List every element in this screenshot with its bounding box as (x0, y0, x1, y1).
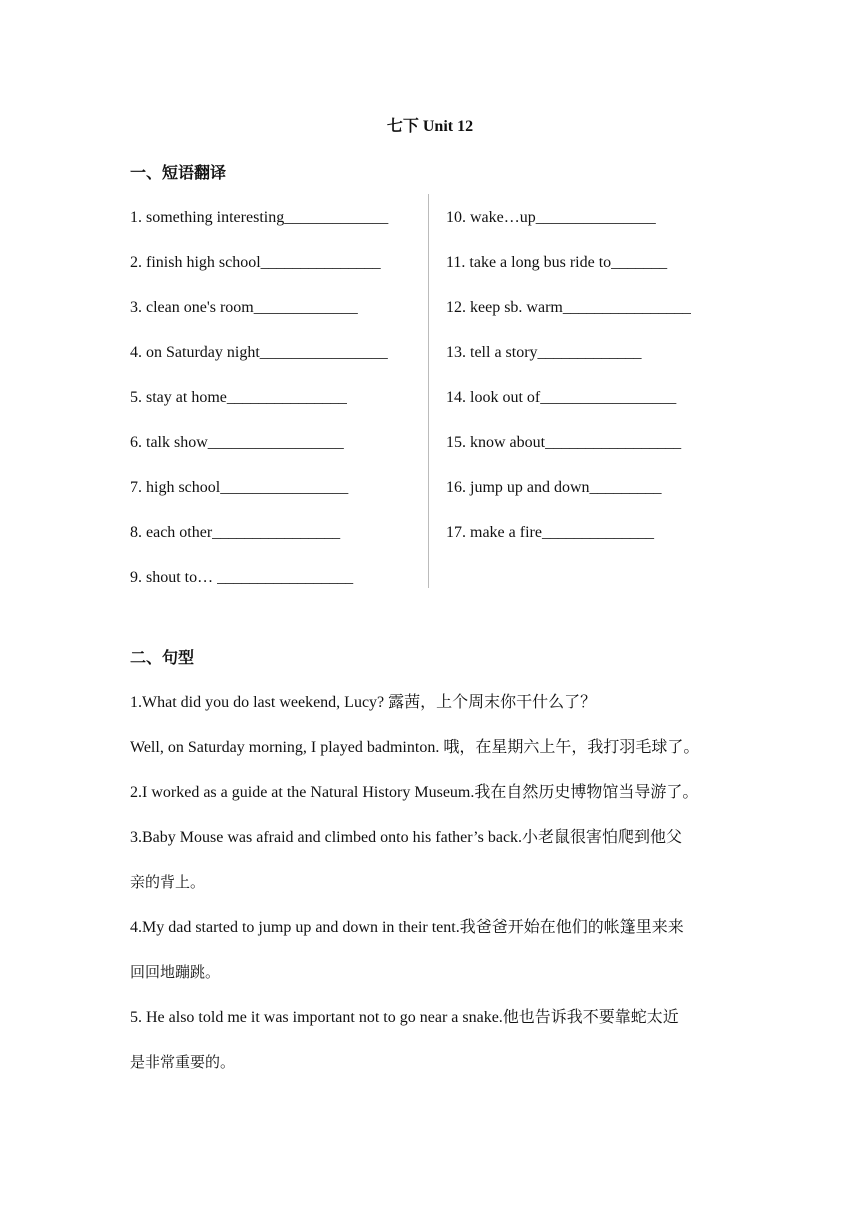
phrase-item: 3. clean one's room_____________ (130, 299, 358, 316)
sentence-line: 3.Baby Mouse was afraid and climbed onto his father’s back.小老鼠很害怕爬到他父 (130, 829, 683, 846)
phrase-item: 1. something interesting_____________ (130, 209, 389, 226)
phrase-item: 5. stay at home_______________ (130, 389, 347, 406)
sentence-line: 2.I worked as a guide at the Natural History Museum.我在自然历史博物馆当导游了。 (130, 784, 699, 801)
sentence-line: 亲的背上。 (130, 873, 206, 891)
phrase-column-right (446, 194, 750, 555)
sentence-line: 5. He also told me it was important not to go near a snake.他也告诉我不要靠蛇太近 (130, 1009, 679, 1026)
sentence-line: Well, on Saturday morning, I played badminton. 哦，在星期六上午，我打羽毛球了。 (130, 739, 700, 756)
phrase-item: 13. tell a story_____________ (446, 344, 642, 361)
sentence-line: 1.What did you do last weekend, Lucy? 露茜，上个周末你干什么了？ (130, 694, 597, 711)
section-heading-sentence-patterns: 二、句型 (130, 648, 195, 667)
sentence-line: 回回地蹦跳。 (130, 963, 221, 981)
section-heading-phrase-translation: 一、短语翻译 (130, 163, 227, 182)
phrase-item: 11. take a long bus ride to_______ (446, 254, 668, 271)
phrase-item: 15. know about_________________ (446, 434, 682, 451)
page-title: 七下 Unit 12 (386, 118, 474, 135)
phrase-item: 2. finish high school_______________ (130, 254, 381, 271)
sentence-list (130, 680, 740, 1085)
phrase-item: 7. high school________________ (130, 479, 349, 496)
column-divider (428, 194, 429, 588)
phrase-item: 12. keep sb. warm________________ (446, 299, 691, 316)
phrase-item: 10. wake…up_______________ (446, 209, 656, 226)
sentence-line: 是非常重要的。 (130, 1053, 236, 1071)
phrase-column-left (130, 194, 428, 600)
phrase-item: 16. jump up and down_________ (446, 479, 662, 496)
phrase-item: 4. on Saturday night________________ (130, 344, 388, 361)
sentence-line: 4.My dad started to jump up and down in their tent.我爸爸开始在他们的帐篷里来来 (130, 919, 684, 936)
phrase-item: 14. look out of_________________ (446, 389, 677, 406)
phrase-item: 8. each other________________ (130, 524, 341, 541)
phrase-item: 9. shout to… _________________ (130, 569, 354, 586)
phrase-item: 6. talk show_________________ (130, 434, 344, 451)
phrase-item: 17. make a fire______________ (446, 524, 654, 541)
phrase-translation-table (130, 194, 750, 588)
